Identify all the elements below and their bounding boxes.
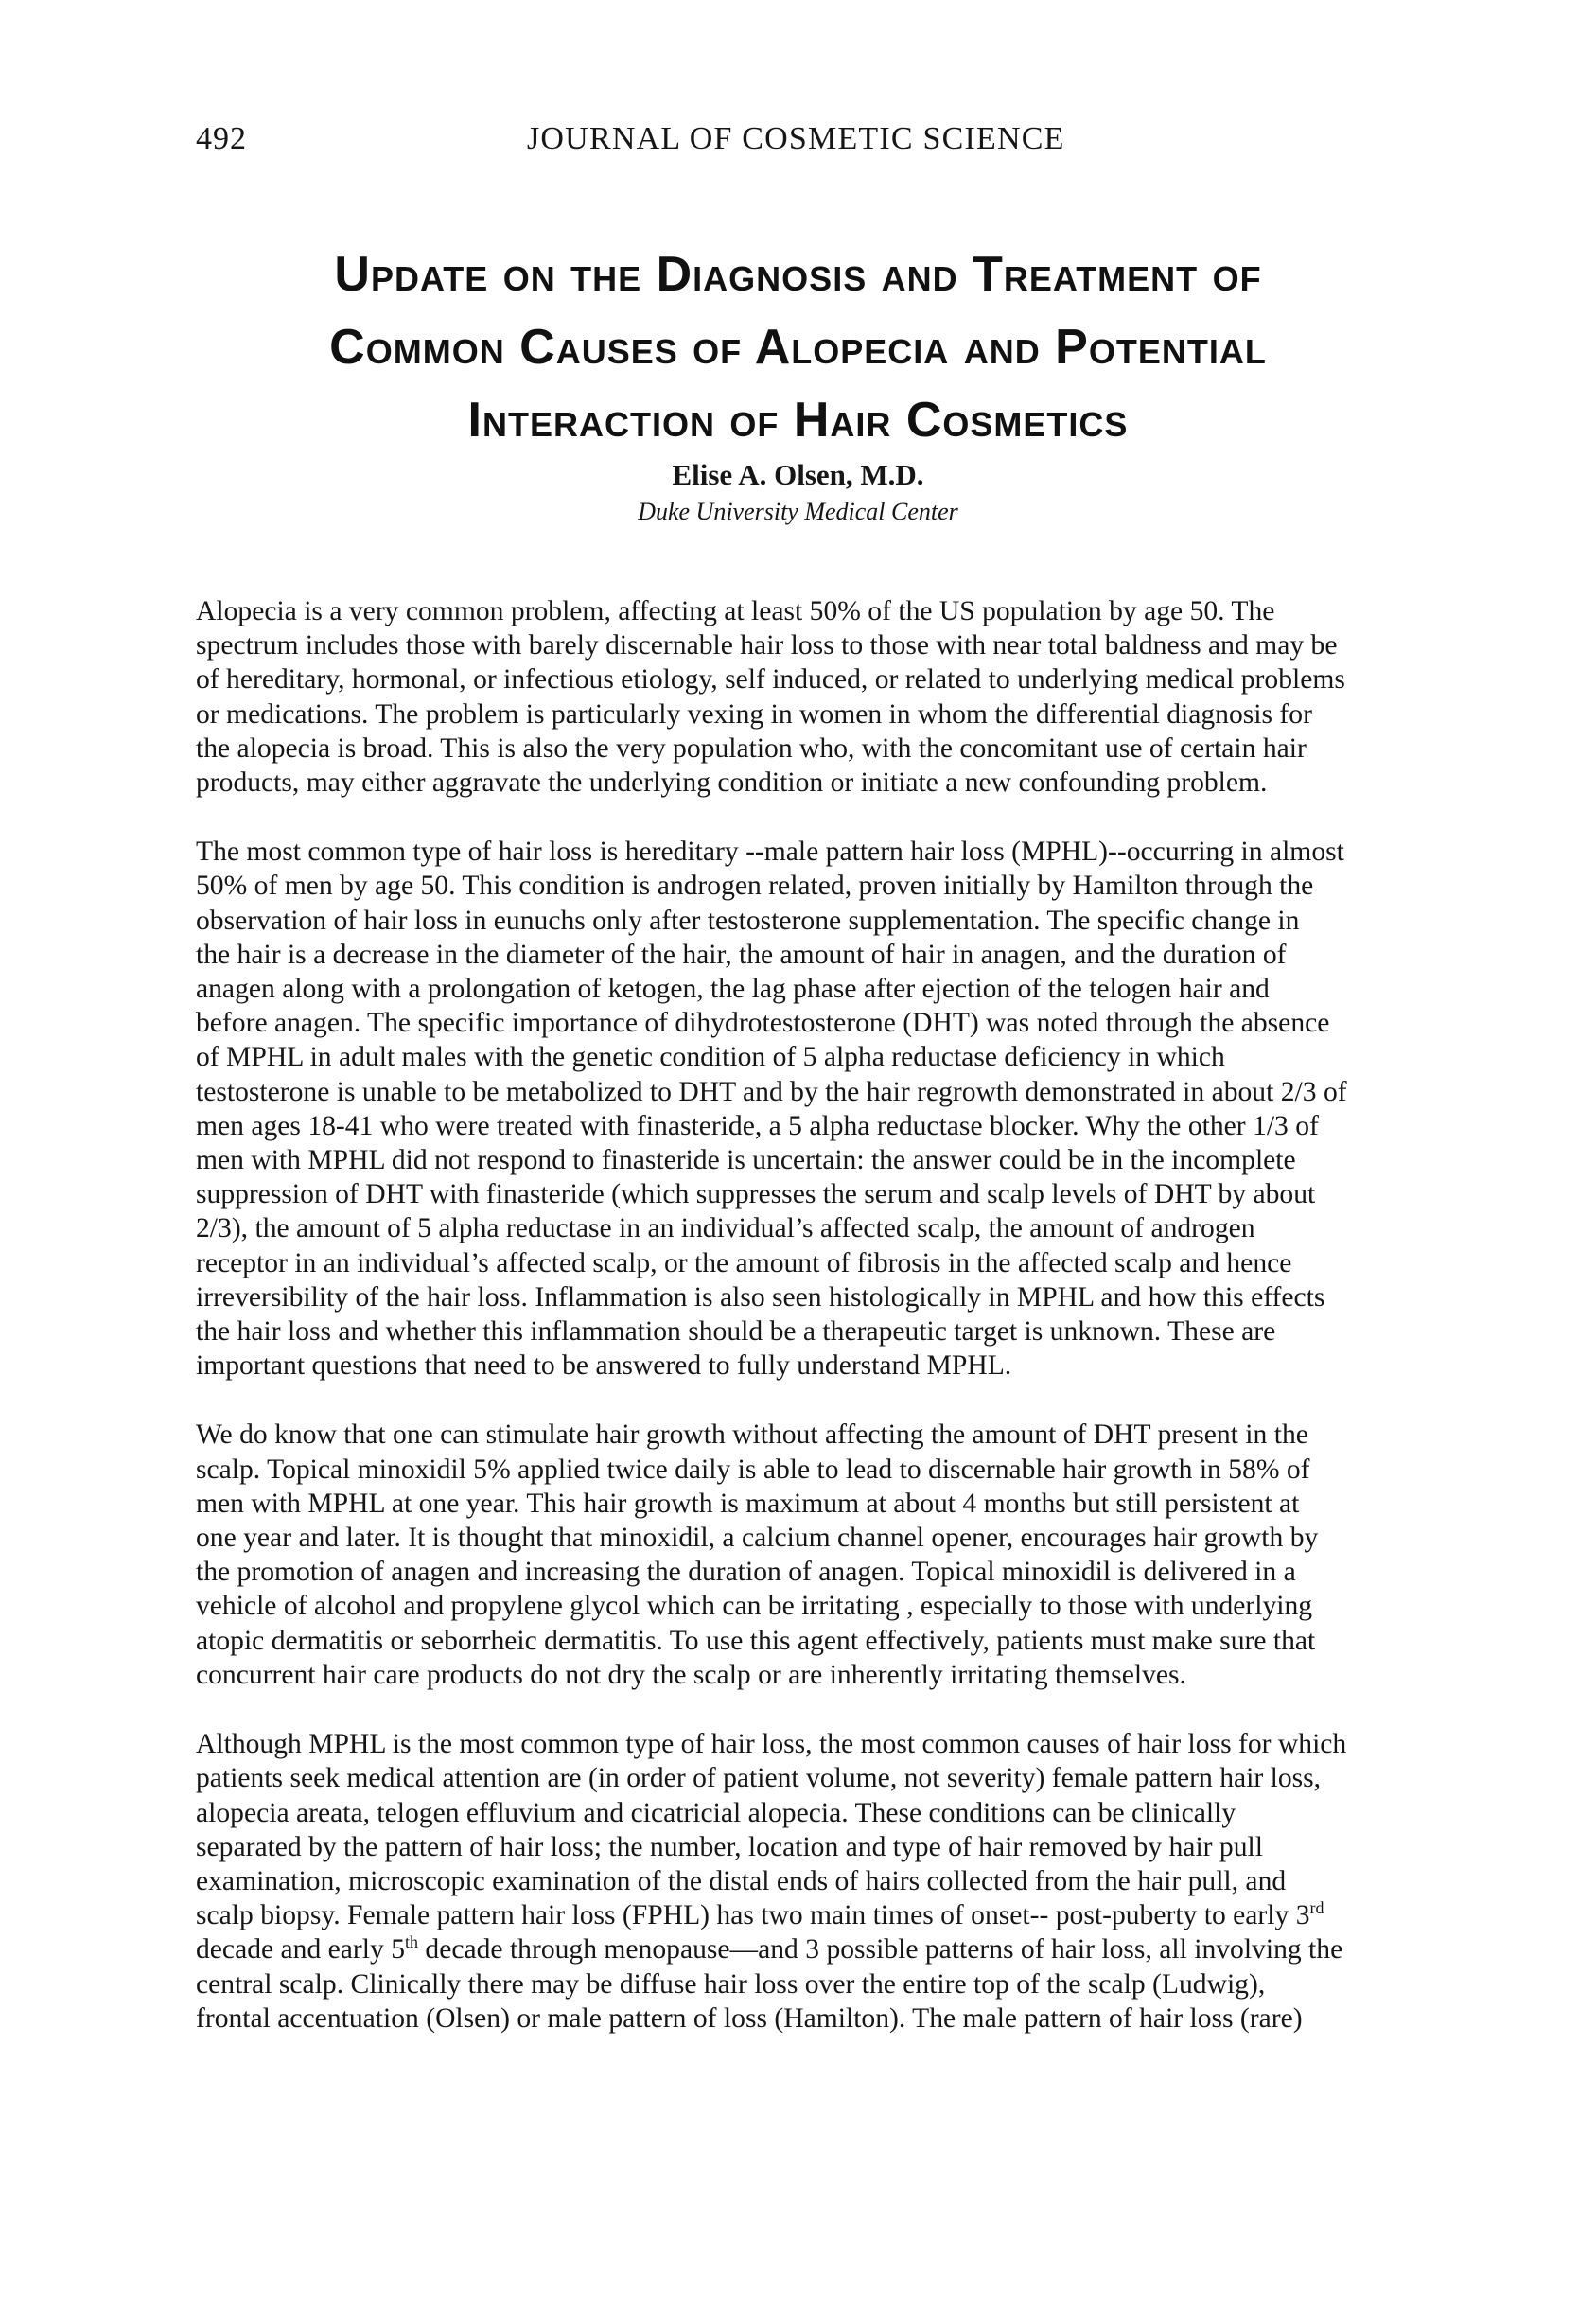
text-line: men ages 18-41 who were treated with finasteride, a 5 alpha reductase blocker. Why the other 1/3 of <box>196 1110 1319 1141</box>
text-line: of MPHL in adult males with the genetic condition of 5 alpha reductase deficiency in which <box>196 1042 1225 1073</box>
text-line: one year and later. It is thought that minoxidil, a calcium channel opener, encourages hair growth by <box>196 1523 1319 1554</box>
text-line: the alopecia is broad. This is also the very population who, with the concomitant use of certain hair <box>196 732 1307 764</box>
text-line: 50% of men by age 50. This condition is androgen related, proven initially by Hamilton through the <box>196 871 1314 902</box>
text-line: important questions that need to be answered to fully understand MPHL. <box>196 1350 1012 1382</box>
paragraph-intro <box>196 594 1412 800</box>
text-line: The most common type of hair loss is hereditary --male pattern hair loss (MPHL)--occurring in almost <box>196 837 1344 868</box>
text-line: scalp. Topical minoxidil 5% applied twice daily is able to lead to discernable hair growth in 58% of <box>196 1454 1310 1485</box>
text-line: products, may either aggravate the underlying condition or initiate a new confounding problem. <box>196 767 1268 799</box>
text-line: irreversibility of the hair loss. Inflammation is also seen histologically in MPHL and how this effects <box>196 1281 1325 1313</box>
text-line: central scalp. Clinically there may be diffuse hair loss over the entire top of the scalp (Ludwig), <box>196 1968 1266 2000</box>
text-line: separated by the pattern of hair loss; the number, location and type of hair removed by hair pull <box>196 1831 1263 1862</box>
text-line: atopic dermatitis or seborrheic dermatitis. To use this agent effectively, patients must make sure that <box>196 1625 1316 1656</box>
paragraph-minoxidil <box>196 1418 1412 1692</box>
text-line: before anagen. The specific importance of dihydrotestosterone (DHT) was noted through the absence <box>196 1008 1330 1039</box>
text-segment: scalp biopsy. Female pattern hair loss (FPHL) has two main times of onset-- post-puberty to early 3 <box>196 1900 1310 1931</box>
text-line: Although MPHL is the most common type of hair loss, the most common causes of hair loss for which <box>196 1729 1347 1760</box>
article-body <box>196 594 1412 2071</box>
article-title <box>170 238 1426 457</box>
paragraph-causes <box>196 1727 1412 2036</box>
text-segment: decade through menopause—and 3 possible patterns of hair loss, all involving the <box>418 1934 1343 1965</box>
text-line: men with MPHL did not respond to finasteride is uncertain: the answer could be in the incomplete <box>196 1145 1296 1176</box>
text-line: concurrent hair care products do not dry the scalp or are inherently irritating themselves. <box>196 1659 1186 1690</box>
text-line: 2/3), the amount of 5 alpha reductase in an individual’s affected scalp, the amount of androgen <box>196 1213 1255 1244</box>
text-line <box>196 1898 1412 1932</box>
title-line: Common Causes of Alopecia and Potential <box>329 320 1267 375</box>
author-affiliation: Duke University Medical Center <box>638 498 958 525</box>
text-line: frontal accentuation (Olsen) or male pattern of loss (Hamilton). The male pattern of hair loss (rare) <box>196 2002 1303 2034</box>
journal-title: JOURNAL OF COSMETIC SCIENCE <box>527 121 1065 156</box>
title-line: Interaction of Hair Cosmetics <box>467 393 1129 448</box>
text-line <box>196 1932 1412 1966</box>
text-line: anagen along with a prolongation of ketogen, the lag phase after ejection of the telogen hair and <box>196 974 1270 1005</box>
text-line: suppression of DHT with finasteride (which suppresses the serum and scalp levels of DHT by about <box>196 1179 1316 1210</box>
paragraph-mphl <box>196 835 1412 1383</box>
text-line: alopecia areata, telogen effluvium and cicatricial alopecia. These conditions can be clinically <box>196 1797 1236 1828</box>
text-line: the hair loss and whether this inflammation should be a therapeutic target is unknown. These are <box>196 1316 1276 1348</box>
page-number: 492 <box>196 121 247 156</box>
text-line: observation of hair loss in eunuchs only after testosterone supplementation. The specific change in <box>196 905 1300 936</box>
running-head <box>196 121 1402 168</box>
text-line: receptor in an individual’s affected scalp, or the amount of fibrosis in the affected scalp and hence <box>196 1247 1292 1278</box>
text-segment: decade and early 5 <box>196 1934 405 1965</box>
superscript: th <box>405 1932 419 1952</box>
author-name: Elise A. Olsen, M.D. <box>672 458 924 491</box>
text-line: the hair is a decrease in the diameter of the hair, the amount of hair in anagen, and the duration of <box>196 939 1287 970</box>
text-line: of hereditary, hormonal, or infectious etiology, self induced, or related to underlying medical problems <box>196 664 1345 696</box>
text-line: or medications. The problem is particularly vexing in women in whom the differential diagnosis for <box>196 698 1312 730</box>
text-line: vehicle of alcohol and propylene glycol which can be irritating , especially to those with underlying <box>196 1591 1313 1622</box>
title-line: Update on the Diagnosis and Treatment of <box>334 247 1262 302</box>
text-line: spectrum includes those with barely discernable hair loss to those with near total baldness and may be <box>196 630 1338 661</box>
text-line: men with MPHL at one year. This hair growth is maximum at about 4 months but still persistent at <box>196 1488 1300 1519</box>
superscript: rd <box>1309 1898 1324 1918</box>
text-line: patients seek medical attention are (in order of patient volume, not severity) female pattern hair loss, <box>196 1763 1322 1794</box>
text-line: Alopecia is a very common problem, affecting at least 50% of the US population by age 50. The <box>196 596 1275 626</box>
text-line: We do know that one can stimulate hair growth without affecting the amount of DHT present in the <box>196 1419 1308 1451</box>
text-line: testosterone is unable to be metabolized to DHT and by the hair regrowth demonstrated in about 2/3 of <box>196 1076 1347 1107</box>
text-line: examination, microscopic examination of the distal ends of hairs collected from the hair pull, and <box>196 1865 1287 1896</box>
text-line: the promotion of anagen and increasing the duration of anagen. Topical minoxidil is delivered in a <box>196 1557 1296 1588</box>
